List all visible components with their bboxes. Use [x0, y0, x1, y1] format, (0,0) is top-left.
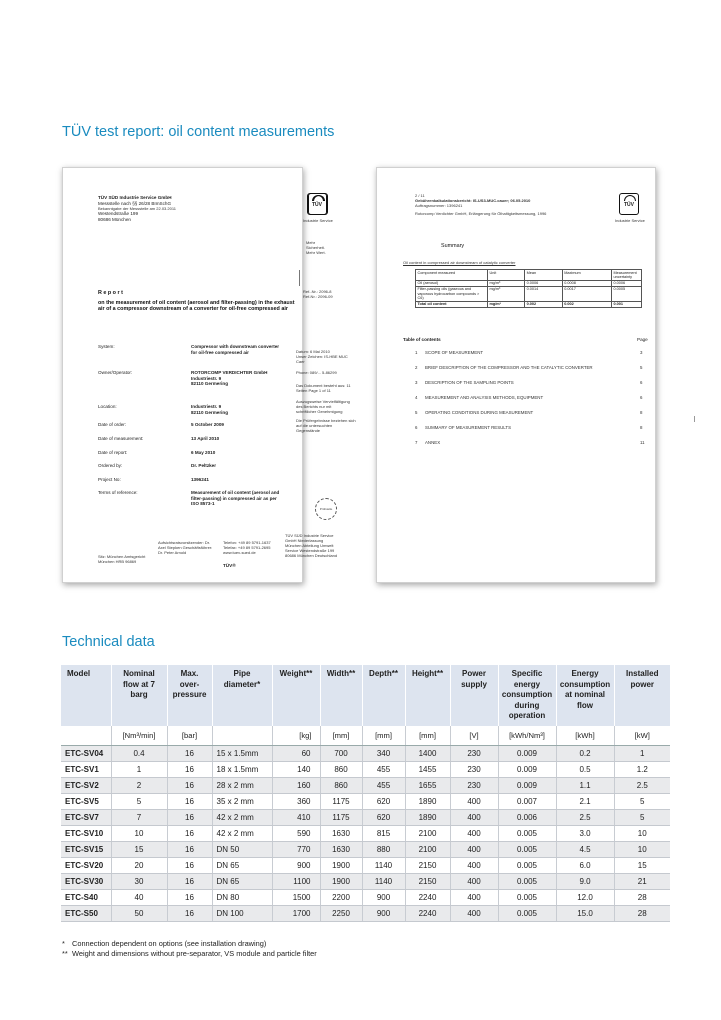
table-cell: 16	[167, 841, 212, 857]
unit-cell: [kg]	[272, 726, 320, 746]
table-cell: 2240	[405, 889, 450, 905]
toc-entry: MEASUREMENT AND ANALYSIS METHODS, EQUIPMENT	[425, 395, 544, 400]
toc-page: 6	[640, 380, 643, 385]
table-cell: 900	[362, 889, 405, 905]
unit-cell: [mm]	[362, 726, 405, 746]
table-cell: 15	[614, 857, 670, 873]
table-cell: 1140	[362, 857, 405, 873]
side-info-line: Die Prüfergebnisse beziehen sich	[296, 418, 356, 423]
column-header: Power supply	[450, 665, 498, 726]
table-row	[61, 905, 670, 921]
table-cell: 6.0	[556, 857, 614, 873]
field-label: Owner/Operator:	[98, 370, 133, 375]
table-cell: 1400	[405, 745, 450, 761]
side-info-line: schriftlicher Genehmigung	[296, 409, 343, 414]
summary-cell: 0.002	[525, 301, 563, 307]
table-cell: 900	[362, 905, 405, 921]
model-cell: ETC-SV10	[61, 825, 111, 841]
toc-entry: SUMMARY OF MEASUREMENT RESULTS	[425, 425, 512, 430]
field-label: Date of measurement:	[98, 436, 144, 441]
unit-cell	[212, 726, 272, 746]
table-row	[61, 889, 670, 905]
column-header: Width**	[320, 665, 362, 726]
table-cell: DN 65	[212, 857, 272, 873]
summary-cell: 0.001	[612, 301, 642, 307]
table-cell: 1655	[405, 777, 450, 793]
tuv-logo-icon	[307, 193, 327, 215]
unit-cell: [kWh/Nm³]	[498, 726, 556, 746]
summary-table	[415, 269, 642, 308]
side-info-line: Datum: 6 Mai 2010	[296, 349, 330, 354]
table-cell: 2100	[405, 841, 450, 857]
table-cell: 2.5	[556, 809, 614, 825]
report-heading: Report	[98, 290, 125, 296]
table-cell: 16	[167, 809, 212, 825]
table-cell: 5	[614, 809, 670, 825]
table-cell: 360	[272, 793, 320, 809]
column-header: Depth**	[362, 665, 405, 726]
table-cell: 28	[614, 905, 670, 921]
sender-line: Bekanntgabe der Messstelle am 22.03.2011	[98, 206, 176, 212]
field-value: 1396241	[191, 477, 209, 482]
unit-cell: [kWh]	[556, 726, 614, 746]
toc-number: 1	[415, 350, 418, 355]
table-cell: 230	[450, 777, 498, 793]
table-cell: 21	[614, 873, 670, 889]
table-cell: 16	[167, 825, 212, 841]
toc-number: 4	[415, 395, 418, 400]
table-cell: 0.005	[498, 873, 556, 889]
table-cell: 230	[450, 761, 498, 777]
table-cell: 2.5	[614, 777, 670, 793]
table-cell: DN 50	[212, 841, 272, 857]
table-cell: 400	[450, 809, 498, 825]
column-header: Max. over-pressure	[167, 665, 212, 726]
summary-cell: mg/m³	[488, 301, 525, 307]
table-cell: 2200	[320, 889, 362, 905]
summary-header: Maximum	[562, 270, 611, 281]
table-cell: 1890	[405, 793, 450, 809]
column-header: Energy consumption at nominal flow	[556, 665, 614, 726]
table-cell: 400	[450, 905, 498, 921]
ref-line: Ref-Nr.: 2096-09	[303, 294, 333, 299]
table-cell: 400	[450, 857, 498, 873]
footnote-mark: *	[62, 939, 65, 948]
summary-cell: 0.0008	[562, 280, 611, 286]
side-info-line: Unser Zeichen: IS-HBE MUC Caer	[296, 354, 348, 364]
table-cell: 860	[320, 777, 362, 793]
field-label: Date of order:	[98, 422, 127, 427]
table-cell: 455	[362, 777, 405, 793]
report-cover-page	[62, 167, 356, 583]
table-cell: 1140	[362, 873, 405, 889]
field-value: 6 May 2010	[191, 450, 216, 455]
table-cell: 5	[614, 793, 670, 809]
summary-cell: Oil (aerosol)	[416, 280, 488, 286]
table-cell: 1	[614, 745, 670, 761]
table-cell: 0.2	[556, 745, 614, 761]
toc-number: 3	[415, 380, 418, 385]
table-row	[61, 857, 670, 873]
table-cell: 16	[167, 793, 212, 809]
side-info-line: Phone: 089/... 5-86299	[296, 370, 337, 375]
table-cell: 2250	[320, 905, 362, 921]
table-cell: 0.005	[498, 825, 556, 841]
table-body	[61, 726, 670, 922]
table-cell: DN 65	[212, 873, 272, 889]
field-value: Dr. Peltzker	[191, 463, 217, 468]
unit-cell	[61, 726, 111, 746]
model-cell: ETC-SV04	[61, 745, 111, 761]
sender-line: 80686 München	[98, 216, 131, 222]
footer-mark: TÜV®	[223, 563, 236, 568]
toc-number: 7	[415, 440, 418, 445]
side-info-line: auf die untersuchten Gegenstände	[296, 423, 333, 433]
unit-cell: [mm]	[320, 726, 362, 746]
field-label: Project No:	[98, 477, 121, 482]
table-cell: 10	[614, 841, 670, 857]
bottom-block: Aufsichtsratsvorsitzender: Dr. Axel Stepken Geschäftsführer: Dr. Peter Arnold	[158, 540, 213, 555]
toc-page: 11	[640, 440, 645, 445]
table-cell: 20	[111, 857, 167, 873]
table-cell: 0.009	[498, 745, 556, 761]
table-cell: 0.5	[556, 761, 614, 777]
field-value: 13 April 2010	[191, 436, 220, 441]
side-note: Mehr Sicherheit. Mehr Wert.	[306, 240, 326, 255]
unit-cell: [Nm³/min]	[111, 726, 167, 746]
toc-number: 5	[415, 410, 418, 415]
logo-caption: Industrie Service	[615, 218, 645, 223]
table-cell: 0.005	[498, 905, 556, 921]
table-cell: 30	[111, 873, 167, 889]
table-cell: 400	[450, 889, 498, 905]
table-cell: 35 x 2 mm	[212, 793, 272, 809]
table-cell: 700	[320, 745, 362, 761]
ref-block	[303, 289, 333, 299]
field-value: 5 October 2009	[191, 422, 224, 427]
toc-number: 2	[415, 365, 418, 370]
table-cell: 860	[320, 761, 362, 777]
model-cell: ETC-S40	[61, 889, 111, 905]
table-cell: 2150	[405, 873, 450, 889]
footer-left: Sitz: München Amtsgericht München HRB 96869	[98, 554, 146, 564]
table-cell: 15	[111, 841, 167, 857]
table-cell: 0.006	[498, 809, 556, 825]
toc-page: 6	[640, 395, 643, 400]
table-cell: 15 x 1.5mm	[212, 745, 272, 761]
tuv-logo-text: TÜV	[312, 202, 322, 208]
field-value: ROTORCOMP VERDICHTER GmbH Industriestr. 9 82110 Germering	[191, 370, 268, 387]
side-info-line: Das Dokument besteht aus: 11 Seiten Page 1 of 11	[296, 383, 351, 393]
sender-block	[98, 195, 176, 222]
section-title-technical-data: Technical data	[62, 634, 155, 650]
table-cell: 1900	[320, 857, 362, 873]
summary-header: Component measured	[416, 270, 488, 281]
table-cell: 880	[362, 841, 405, 857]
table-cell: 1.1	[556, 777, 614, 793]
footnote	[62, 949, 317, 958]
table-cell: 1900	[320, 873, 362, 889]
table-row	[61, 761, 670, 777]
table-cell: 42 x 2 mm	[212, 825, 272, 841]
field-label: Location:	[98, 404, 117, 409]
model-cell: ETC-SV1	[61, 761, 111, 777]
table-row	[61, 745, 670, 761]
header-block	[415, 193, 546, 216]
table-cell: 4.5	[556, 841, 614, 857]
table-cell: 16	[167, 873, 212, 889]
table-cell: 0.009	[498, 777, 556, 793]
unit-cell: [V]	[450, 726, 498, 746]
toc-entry: SCOPE OF MEASUREMENT	[425, 350, 484, 355]
field-label: Terms of reference:	[98, 490, 138, 495]
table-cell: 28 x 2 mm	[212, 777, 272, 793]
table-cell: 0.005	[498, 889, 556, 905]
side-info-line: des Berichts nur mit	[296, 404, 332, 409]
unit-cell: [bar]	[167, 726, 212, 746]
side-info	[296, 349, 356, 433]
table-cell: 620	[362, 793, 405, 809]
table-cell: 770	[272, 841, 320, 857]
summary-cell: Filter-passing oils (gaseous and vaporous hydrocarbon compounds > C6)	[416, 286, 488, 301]
footnote-mark: **	[62, 949, 68, 958]
table-cell: 9.0	[556, 873, 614, 889]
column-header: Pipe diameter*	[212, 665, 272, 726]
unit-cell: [mm]	[405, 726, 450, 746]
summary-cell: 0.0014	[525, 286, 563, 301]
table-cell: 590	[272, 825, 320, 841]
column-header: Model	[61, 665, 111, 726]
table-row	[61, 873, 670, 889]
table-cell: 1.2	[614, 761, 670, 777]
table-cell: 1175	[320, 809, 362, 825]
bottom-block: TÜV SÜD Industrie Service GmbH Niederlassung München Abteilung Umwelt Service Westendstraße 199 80686 München Deutschland	[285, 533, 338, 558]
table-cell: 2240	[405, 905, 450, 921]
table-cell: 140	[272, 761, 320, 777]
summary-cell: 0.0005	[612, 286, 642, 301]
toc-page: 8	[640, 425, 643, 430]
toc-entry: ANNEX	[425, 440, 441, 445]
table-cell: 1630	[320, 841, 362, 857]
table-cell: 0.4	[111, 745, 167, 761]
logo-caption: Industrie Service	[303, 218, 333, 223]
header-line: Auftragsnummer: 1396241	[415, 203, 463, 208]
tuv-logo-text: TÜV	[624, 202, 634, 208]
side-info-line: Auszugsweise Vervielfältigung	[296, 399, 350, 404]
summary-cell: 0.0017	[562, 286, 611, 301]
table-cell: 5	[111, 793, 167, 809]
table-cell: DN 80	[212, 889, 272, 905]
model-cell: ETC-SV2	[61, 777, 111, 793]
sender-line: TÜV SÜD Industrie Service GmbH	[98, 195, 172, 200]
header-line: Gebührenkalkulationsbericht: IS-US3-MUC.cauer; 06.05.2010	[415, 198, 531, 203]
model-cell: ETC-SV7	[61, 809, 111, 825]
toc-entry: BRIEF DESCRIPTION OF THE COMPRESSOR AND THE CATALYTIC CONVERTER	[425, 365, 593, 370]
table-cell: 16	[167, 745, 212, 761]
summary-header: Measurement uncertainty	[612, 270, 642, 281]
table-cell: 400	[450, 793, 498, 809]
summary-cell: mg/m³	[488, 280, 525, 286]
column-header: Height**	[405, 665, 450, 726]
model-cell: ETC-SV30	[61, 873, 111, 889]
field-value: Industriestr. 9 82110 Germering	[191, 404, 229, 415]
table-cell: 410	[272, 809, 320, 825]
footnote-text: Weight and dimensions without pre-separator, VS module and particle filter	[72, 949, 317, 958]
table-header-row	[61, 665, 670, 726]
table-cell: 0.009	[498, 761, 556, 777]
table-cell: 42 x 2 mm	[212, 809, 272, 825]
table-cell: 15.0	[556, 905, 614, 921]
toc-page: 8	[640, 410, 643, 415]
table-cell: 2150	[405, 857, 450, 873]
table-cell: 1500	[272, 889, 320, 905]
summary-title: Summary	[441, 243, 465, 249]
tuv-logo-icon	[619, 193, 639, 215]
model-cell: ETC-SV15	[61, 841, 111, 857]
section-title-test-report: TÜV test report: oil content measurements	[62, 124, 335, 140]
table-row	[61, 809, 670, 825]
summary-header: Unit	[488, 270, 525, 281]
table-cell: 1175	[320, 793, 362, 809]
sender-line: Messstelle nach §§ 26/28 BImSchG	[98, 200, 172, 206]
table-cell: 400	[450, 825, 498, 841]
column-header: Weight**	[272, 665, 320, 726]
bottom-block: Telefon: +49 89 5791-1637 Telefax: +49 89 5791-2695 www.tuev-sued.de	[223, 540, 271, 555]
summary-cell: Total oil content	[416, 301, 488, 307]
column-header: Nominal flow at 7 barg	[111, 665, 167, 726]
summary-subtitle: Oil content in compressed air downstream of catalytic converter	[403, 260, 516, 265]
report-summary-page	[376, 167, 656, 583]
report-title: on the measurement of oil content (aerosol and filter-passing) in the exhaust air of a compressor downstream of a converter for oil-free compressed air	[98, 300, 295, 313]
table-cell: 16	[167, 889, 212, 905]
summary-cell: 0.0006	[525, 280, 563, 286]
summary-cell: 0.002	[562, 301, 611, 307]
sender-line: Westendstraße 199	[98, 211, 139, 217]
table-cell: 340	[362, 745, 405, 761]
table-cell: 1100	[272, 873, 320, 889]
table-cell: 620	[362, 809, 405, 825]
table-cell: 1630	[320, 825, 362, 841]
field-label: Date of report:	[98, 450, 128, 455]
table-cell: 16	[167, 761, 212, 777]
table-cell: 2.1	[556, 793, 614, 809]
table-cell: 0.005	[498, 857, 556, 873]
table-cell: 400	[450, 873, 498, 889]
model-cell: ETC-SV20	[61, 857, 111, 873]
summary-cell: 0.0006	[612, 280, 642, 286]
table-cell: 7	[111, 809, 167, 825]
table-row	[61, 793, 670, 809]
footnote-text: Connection dependent on options (see installation drawing)	[72, 939, 267, 948]
table-cell: 1455	[405, 761, 450, 777]
table-cell: 160	[272, 777, 320, 793]
certification-stamp	[315, 498, 337, 520]
model-cell: ETC-SV5	[61, 793, 111, 809]
table-cell: 60	[272, 745, 320, 761]
table-cell: 50	[111, 905, 167, 921]
table-cell: 28	[614, 889, 670, 905]
field-label: System:	[98, 344, 115, 349]
tuv-sub-logo	[299, 270, 325, 286]
footnote	[62, 939, 266, 948]
toc-page: 5	[640, 365, 643, 370]
table-cell: 2	[111, 777, 167, 793]
summary-cell: mg/m³	[488, 286, 525, 301]
table-cell: 1890	[405, 809, 450, 825]
table-cell: 16	[167, 777, 212, 793]
column-header: Installed power	[614, 665, 670, 726]
model-cell: ETC-S50	[61, 905, 111, 921]
table-cell: 230	[450, 745, 498, 761]
summary-header: Mean	[525, 270, 563, 281]
table-cell: 10	[111, 825, 167, 841]
table-cell: 1	[111, 761, 167, 777]
table-cell: 3.0	[556, 825, 614, 841]
toc-page-label: Page	[637, 337, 648, 342]
ref-line: Ref.-Nr.: 2096-8	[303, 289, 332, 294]
table-cell: 16	[167, 857, 212, 873]
technical-data-table	[61, 665, 670, 922]
table-row	[61, 777, 670, 793]
table-cell: 2100	[405, 825, 450, 841]
column-header: Specific energy consumption during operation	[498, 665, 556, 726]
table-cell: 10	[614, 825, 670, 841]
toc-title: Table of contents	[403, 337, 441, 342]
header-line: 2 / 11	[415, 193, 425, 198]
toc-number: 6	[415, 425, 418, 430]
field-value: Measurement of oil content (aerosol and filter-passing) in compressed air as per ISO 8573-1	[191, 490, 280, 507]
field-label: Ordered by:	[98, 463, 123, 468]
table-cell: DN 100	[212, 905, 272, 921]
toc-page: 3	[640, 350, 643, 355]
units-row	[61, 726, 670, 746]
toc-entry: DESCRIPTION OF THE SAMPLING POINTS	[425, 380, 514, 385]
table-cell: 0.005	[498, 841, 556, 857]
stamp-text: Prüfstelle	[319, 507, 333, 511]
field-value: Compressor with downstream converter for oil-free compressed air	[191, 344, 280, 355]
table-cell: 40	[111, 889, 167, 905]
table-cell: 12.0	[556, 889, 614, 905]
table-row	[61, 841, 670, 857]
table-cell: 455	[362, 761, 405, 777]
unit-cell: [kW]	[614, 726, 670, 746]
table-cell: 400	[450, 841, 498, 857]
toc-entry: OPERATING CONDITIONS DURING MEASUREMENT	[425, 410, 534, 415]
table-cell: 900	[272, 857, 320, 873]
table-cell: 1700	[272, 905, 320, 921]
header-line: Rotorcomp Verdichter GmbH, Erlängerung für Ölhaltigkeitsmessung, 1996	[415, 211, 547, 216]
table-row	[61, 825, 670, 841]
table-cell: 18 x 1.5mm	[212, 761, 272, 777]
table-cell: 815	[362, 825, 405, 841]
table-cell: 16	[167, 905, 212, 921]
margin-dash	[694, 416, 695, 422]
table-cell: 0.007	[498, 793, 556, 809]
